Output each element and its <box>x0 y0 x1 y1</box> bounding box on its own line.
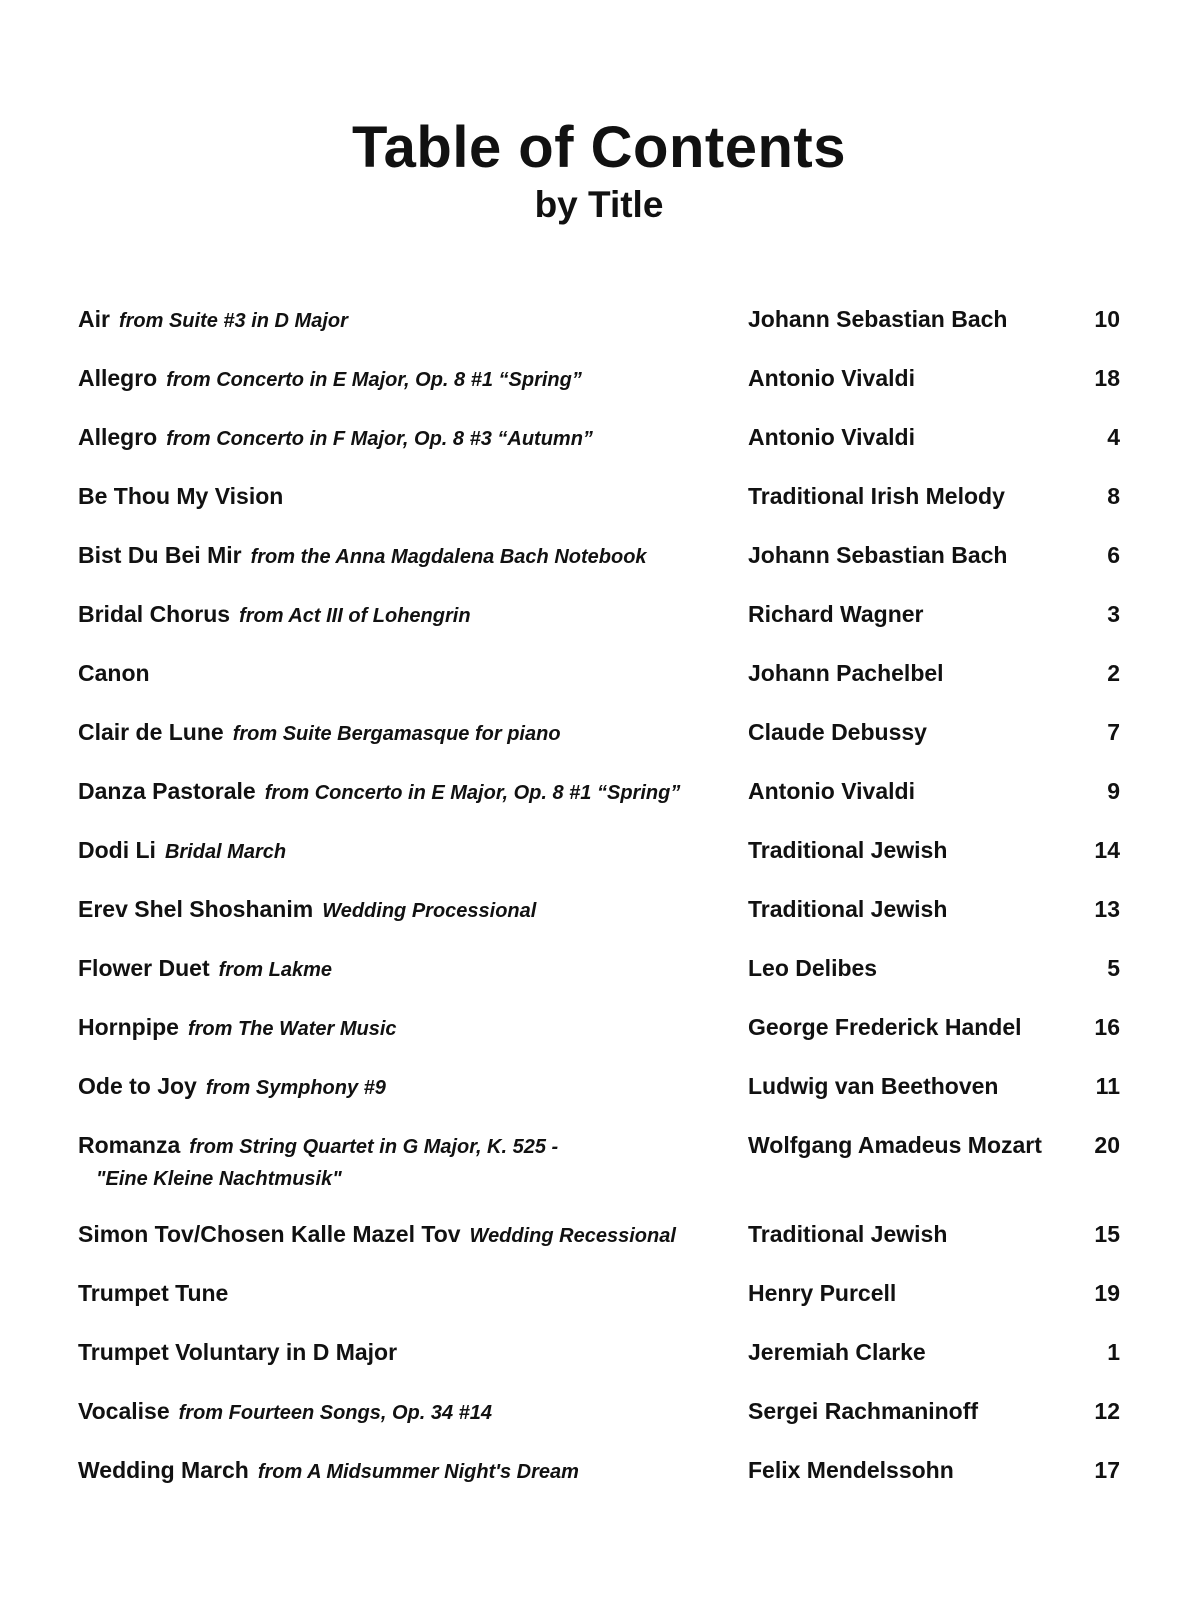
entry-title: Air <box>78 305 110 332</box>
entry-subtitle: from The Water Music <box>187 1017 397 1040</box>
toc-entry <box>78 1337 1120 1371</box>
entry-title-cell <box>78 1071 748 1105</box>
entry-page-number: 14 <box>1094 836 1120 863</box>
entry-title: Trumpet Tune <box>78 1279 229 1306</box>
entry-title-cell <box>78 1278 748 1312</box>
entry-subtitle: from Concerto in F Major, Op. 8 #3 “Autumn” <box>166 427 593 450</box>
entry-composer: Antonio Vivaldi <box>748 423 915 450</box>
entry-page-number: 9 <box>1107 777 1120 804</box>
entry-composer: Traditional Jewish <box>748 895 948 922</box>
entry-title: Erev Shel Shoshanim <box>78 895 314 922</box>
entry-composer: Traditional Irish Melody <box>748 482 1005 509</box>
toc-entry <box>78 1278 1120 1312</box>
entry-page-number: 19 <box>1094 1279 1120 1306</box>
entry-title-cell <box>78 1219 748 1253</box>
toc-entry <box>78 599 1120 633</box>
entry-page-number: 20 <box>1094 1131 1120 1158</box>
toc-entry <box>78 953 1120 987</box>
entry-page-number: 6 <box>1107 541 1120 568</box>
entry-title: Allegro <box>78 364 158 391</box>
entry-subtitle: from Concerto in E Major, Op. 8 #1 “Spring” <box>166 368 582 391</box>
toc-entry <box>78 304 1120 338</box>
entry-page-number: 8 <box>1107 482 1120 509</box>
entry-subtitle: from Fourteen Songs, Op. 34 #14 <box>178 1401 493 1424</box>
entry-title: Dodi Li <box>78 836 156 863</box>
entry-title-cell <box>78 422 748 456</box>
toc-entry <box>78 894 1120 928</box>
entry-subtitle: from Symphony #9 <box>205 1076 386 1099</box>
entry-title-cell <box>78 717 748 751</box>
entry-title: Allegro <box>78 423 158 450</box>
entry-page-number: 13 <box>1094 895 1120 922</box>
entry-title: Vocalise <box>78 1397 170 1424</box>
toc-entry <box>78 776 1120 810</box>
entry-page-number: 15 <box>1094 1220 1120 1247</box>
entry-composer: Johann Sebastian Bach <box>748 305 1008 332</box>
entry-page-number: 12 <box>1094 1397 1120 1424</box>
entry-subtitle: from Act III of Lohengrin <box>239 604 471 627</box>
entry-title: Simon Tov/Chosen Kalle Mazel Tov <box>78 1220 461 1247</box>
toc-entry <box>78 363 1120 397</box>
entry-title: Bist Du Bei Mir <box>78 541 242 568</box>
entry-title-cell <box>78 658 748 692</box>
entry-composer: Traditional Jewish <box>748 1220 948 1247</box>
entry-page-number: 4 <box>1107 423 1120 450</box>
entry-title: Canon <box>78 659 150 686</box>
entry-page-number: 7 <box>1107 718 1120 745</box>
entry-composer: Sergei Rachmaninoff <box>748 1397 979 1424</box>
toc-entry <box>78 1130 1120 1194</box>
entry-title-cell <box>78 540 748 574</box>
entry-composer: Claude Debussy <box>748 718 927 745</box>
entry-title-cell <box>78 363 748 397</box>
toc-entry <box>78 1012 1120 1046</box>
toc-entry <box>78 717 1120 751</box>
entry-composer: Antonio Vivaldi <box>748 364 915 391</box>
entry-title: Wedding March <box>78 1456 249 1483</box>
entry-subtitle: from Concerto in E Major, Op. 8 #1 “Spring” <box>264 781 681 804</box>
toc-entry <box>78 422 1120 456</box>
entry-page-number: 16 <box>1094 1013 1120 1040</box>
entry-composer: Antonio Vivaldi <box>748 777 915 804</box>
entry-subtitle: Wedding Processional <box>322 899 537 922</box>
entry-title: Flower Duet <box>78 954 210 981</box>
entry-title-cell <box>78 599 748 633</box>
entry-subtitle: from Suite Bergamasque for piano <box>232 722 561 745</box>
entry-page-number: 11 <box>1095 1072 1120 1099</box>
entry-title: Hornpipe <box>78 1013 179 1040</box>
entry-title-cell <box>78 953 748 987</box>
entry-title-cell <box>78 894 748 928</box>
toc-entry <box>78 1396 1120 1430</box>
entry-title-cell <box>78 1337 748 1371</box>
toc-list <box>78 304 1120 1489</box>
entry-title: Trumpet Voluntary in D Major <box>78 1338 398 1365</box>
entry-page-number: 10 <box>1094 305 1120 332</box>
entry-subtitle-line2: "Eine Kleine Nachtmusik" <box>96 1167 342 1190</box>
entry-subtitle: Bridal March <box>164 840 287 863</box>
entry-title: Ode to Joy <box>78 1072 197 1099</box>
entry-title: Romanza <box>78 1131 181 1158</box>
entry-composer: Henry Purcell <box>748 1279 897 1306</box>
entry-title-cell <box>78 1130 748 1194</box>
entry-title: Bridal Chorus <box>78 600 231 627</box>
entry-title-cell <box>78 776 748 810</box>
entry-title-cell <box>78 1396 748 1430</box>
entry-composer: Wolfgang Amadeus Mozart <box>748 1131 1042 1158</box>
toc-entry <box>78 540 1120 574</box>
entry-subtitle: from the Anna Magdalena Bach Notebook <box>250 545 647 568</box>
entry-title: Clair de Lune <box>78 718 224 745</box>
entry-composer: Johann Pachelbel <box>748 659 944 686</box>
entry-title: Danza Pastorale <box>78 777 256 804</box>
toc-entry <box>78 1455 1120 1489</box>
entry-title-cell <box>78 481 748 515</box>
toc-entry <box>78 835 1120 869</box>
entry-title-cell <box>78 835 748 869</box>
entry-page-number: 3 <box>1107 600 1120 627</box>
entry-title-cell <box>78 1455 748 1489</box>
entry-composer: Richard Wagner <box>748 600 924 627</box>
entry-title-cell <box>78 304 748 338</box>
entry-composer: Leo Delibes <box>748 954 878 981</box>
entry-title-cell <box>78 1012 748 1046</box>
entry-composer: George Frederick Handel <box>748 1013 1022 1040</box>
page-subtitle: by Title <box>534 183 664 225</box>
entry-subtitle: from String Quartet in G Major, K. 525 - <box>189 1135 559 1158</box>
entry-composer: Ludwig van Beethoven <box>748 1072 999 1099</box>
entry-page-number: 18 <box>1094 364 1120 391</box>
toc-entry <box>78 658 1120 692</box>
entry-title: Be Thou My Vision <box>78 482 284 509</box>
entry-subtitle: from Lakme <box>218 958 332 981</box>
toc-entry <box>78 481 1120 515</box>
entry-page-number: 1 <box>1107 1338 1120 1365</box>
page-title: Table of Contents <box>352 115 846 180</box>
toc-entry <box>78 1219 1120 1253</box>
entry-subtitle: from A Midsummer Night's Dream <box>257 1460 579 1483</box>
entry-page-number: 2 <box>1107 659 1120 686</box>
toc-entry <box>78 1071 1120 1105</box>
entry-subtitle: Wedding Recessional <box>469 1224 676 1247</box>
entry-composer: Johann Sebastian Bach <box>748 541 1008 568</box>
entry-composer: Jeremiah Clarke <box>748 1338 926 1365</box>
entry-subtitle: from Suite #3 in D Major <box>118 309 348 332</box>
entry-composer: Felix Mendelssohn <box>748 1456 954 1483</box>
entry-composer: Traditional Jewish <box>748 836 948 863</box>
entry-page-number: 5 <box>1107 954 1120 981</box>
entry-page-number: 17 <box>1094 1456 1120 1483</box>
